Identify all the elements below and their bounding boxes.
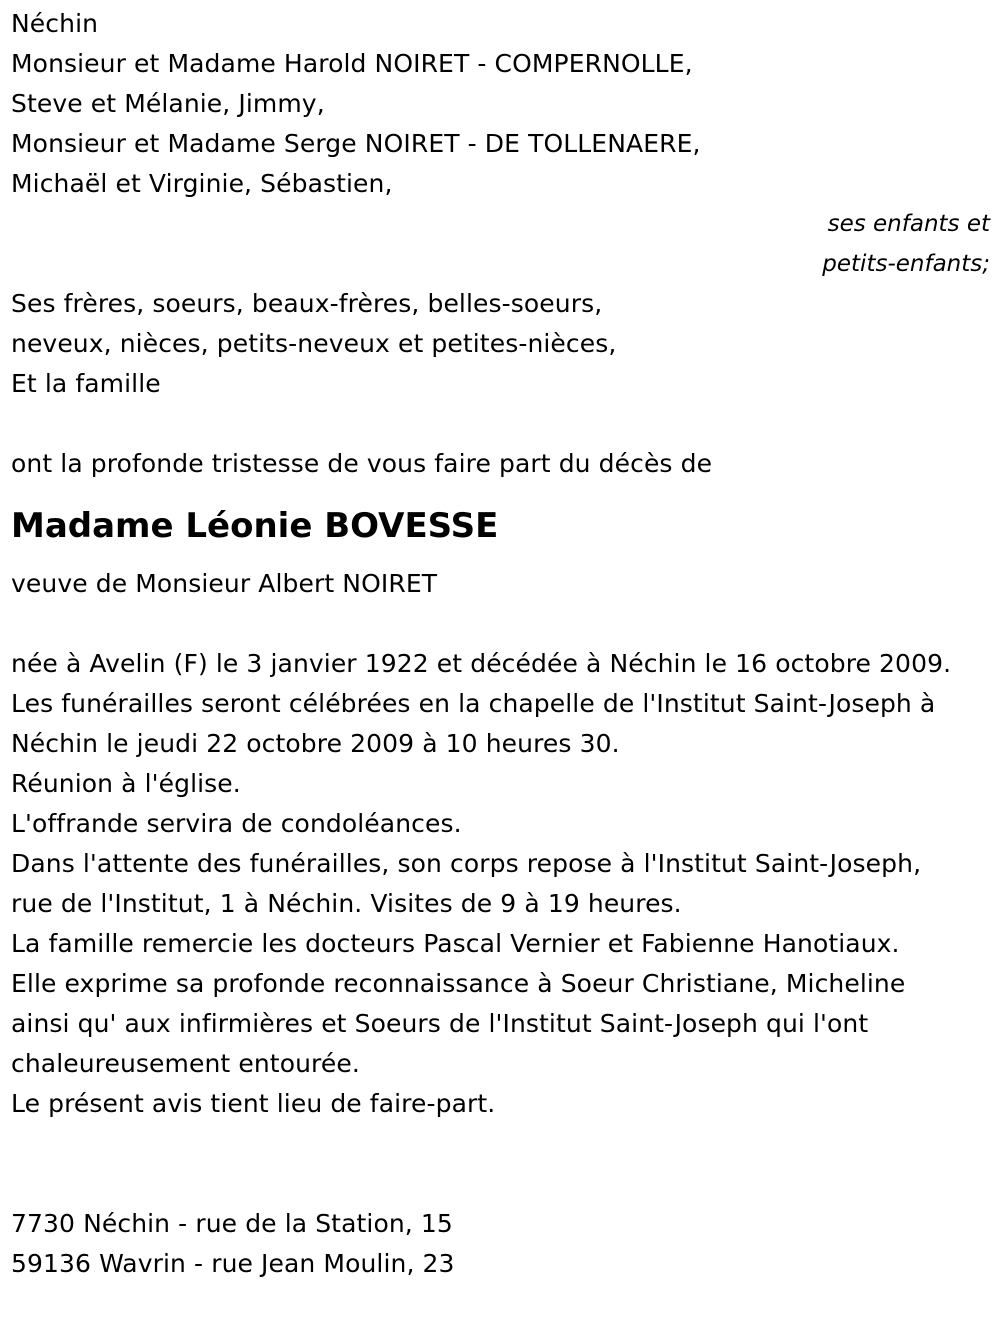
extended-family-line: Et la famille (11, 369, 161, 398)
extended-family-line: Ses frères, soeurs, beaux-frères, belles-soeurs, (11, 289, 603, 318)
details-line: Les funérailles seront célébrées en la chapelle de l'Institut Saint-Joseph à (11, 689, 936, 718)
details-line: Elle exprime sa profonde reconnaissance à Soeur Christiane, Micheline (11, 969, 906, 998)
family-line: Michaël et Virginie, Sébastien, (11, 169, 393, 198)
details-line: Néchin le jeudi 22 octobre 2009 à 10 heures 30. (11, 729, 620, 758)
address-line: 59136 Wavrin - rue Jean Moulin, 23 (11, 1249, 455, 1278)
address-line: 7730 Néchin - rue de la Station, 15 (11, 1209, 453, 1238)
addresses-block (11, 1204, 996, 1284)
details-line: Réunion à l'église. (11, 769, 241, 798)
city-line: Néchin (11, 9, 99, 38)
widow-of-line: veuve de Monsieur Albert NOIRET (11, 569, 438, 598)
details-line: Le présent avis tient lieu de faire-part. (11, 1089, 496, 1118)
extended-family-block (11, 284, 996, 404)
details-line: La famille remercie les docteurs Pascal Vernier et Fabienne Hanotiaux. (11, 929, 900, 958)
details-block (11, 644, 996, 1124)
extended-family-line: neveux, nièces, petits-neveux et petites-nièces, (11, 329, 617, 358)
details-line: rue de l'Institut, 1 à Néchin. Visites de 9 à 19 heures. (11, 889, 682, 918)
details-line: née à Avelin (F) le 3 janvier 1922 et décédée à Néchin le 16 octobre 2009. (11, 649, 952, 678)
deceased-name: Madame Léonie BOVESSE (11, 506, 499, 546)
details-line: Dans l'attente des funérailles, son corps repose à l'Institut Saint-Joseph, (11, 849, 922, 878)
family-line: Monsieur et Madame Serge NOIRET - DE TOLLENAERE, (11, 129, 701, 158)
family-line: Steve et Mélanie, Jimmy, (11, 89, 325, 118)
details-line: ainsi qu' aux infirmières et Soeurs de l'Institut Saint-Joseph qui l'ont (11, 1009, 869, 1038)
spacer (11, 604, 996, 644)
relation-line: ses enfants et (827, 211, 990, 237)
family-line: Monsieur et Madame Harold NOIRET - COMPERNOLLE, (11, 49, 693, 78)
details-line: chaleureusement entourée. (11, 1049, 360, 1078)
announcement-line: ont la profonde tristesse de vous faire part du décès de (11, 449, 713, 478)
details-line: L'offrande servira de condoléances. (11, 809, 462, 838)
relation-line: petits-enfants; (822, 251, 990, 277)
family-block (11, 44, 996, 204)
spacer (11, 404, 996, 444)
spacer (11, 1124, 996, 1164)
relation-block (11, 204, 996, 284)
spacer (11, 1164, 996, 1204)
obituary-notice (11, 4, 996, 1284)
